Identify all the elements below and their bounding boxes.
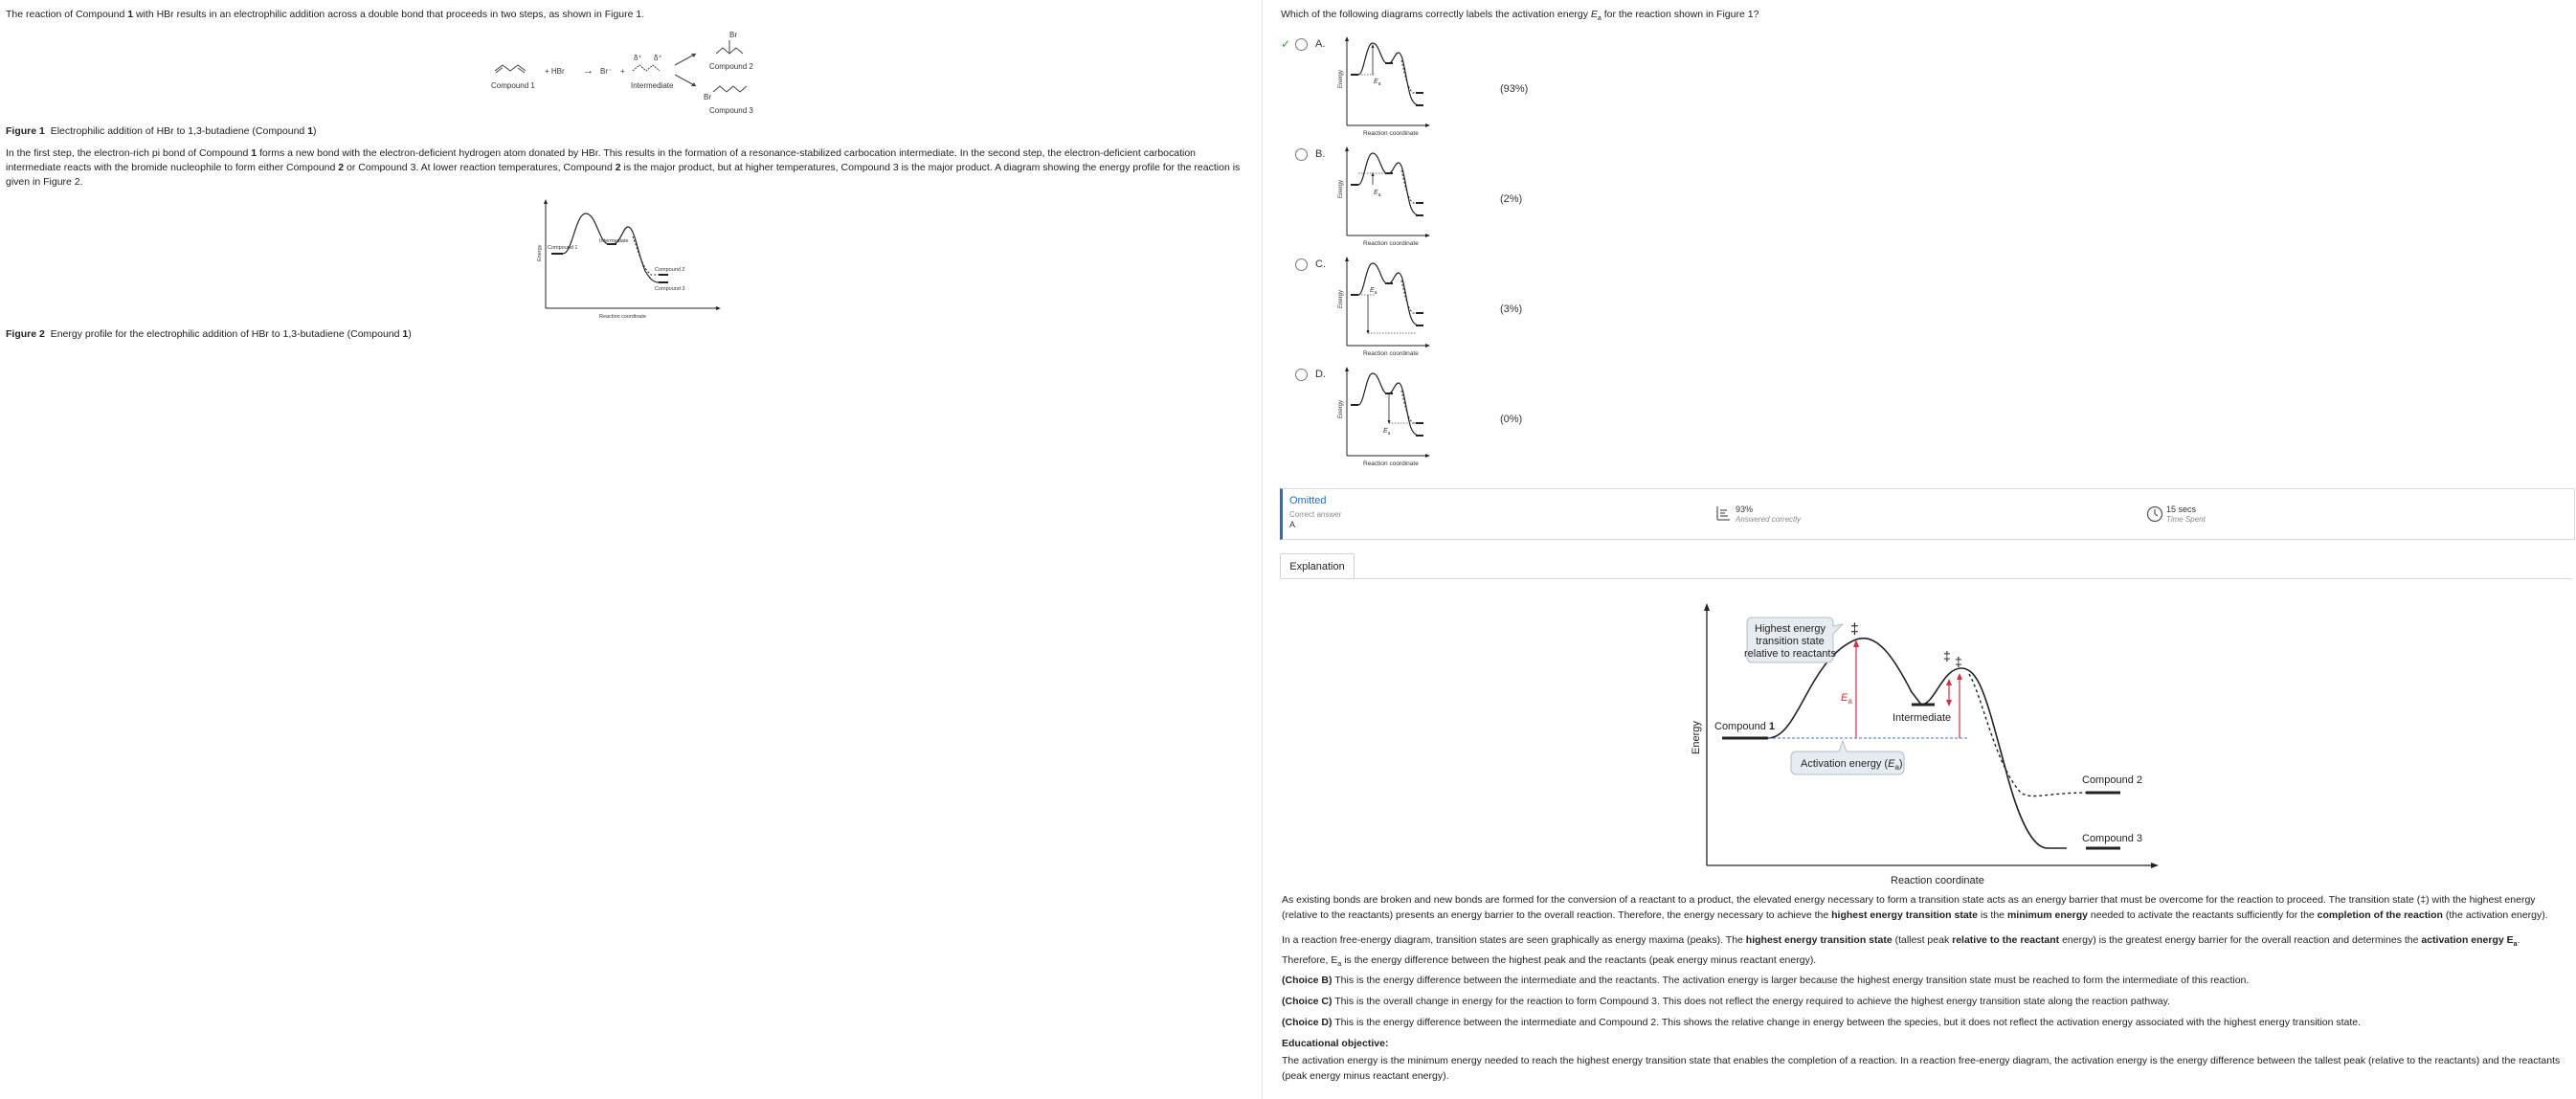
option-a-diagram (1337, 34, 1433, 139)
ylabel: Energy (1338, 289, 1344, 308)
ea-label: $E_a$ (1370, 287, 1378, 296)
callout-top-line3: relative to reactants (1744, 648, 1836, 660)
exp-compound2-label: Compound 2 (2082, 774, 2142, 786)
option-b-radio[interactable] (1295, 148, 1308, 161)
bromide-label: Br⁻ (600, 67, 613, 76)
bar-chart-icon (1715, 505, 1731, 521)
option-d-percent: (0%) (1500, 414, 1523, 425)
correct-answer-label: Correct answer (1289, 510, 1342, 519)
percent-correct-label: Answered correctly (1736, 515, 1802, 524)
ea-label: $E_a$ (1383, 428, 1391, 437)
option-d-diagram (1337, 364, 1433, 469)
option-c-letter: C. (1315, 258, 1326, 270)
ea-label: $E_a$ (1374, 190, 1381, 198)
ts2-double-dagger: ‡ (1943, 648, 1951, 663)
ts3-double-dagger: ‡ (1955, 654, 1962, 669)
tab-explanation[interactable]: Explanation (1280, 553, 1355, 579)
time-spent-value: 15 secs (2166, 505, 2197, 514)
fig2-intermediate-label: Intermediate (599, 238, 629, 244)
ylabel: Energy (1338, 399, 1344, 418)
explanation-paragraph-2: In a reaction free-energy diagram, transition states are seen graphically as energy maxima (peaks). The highest energy transition state (tallest peak relative to the reactant energy) is the greatest energy barrier for the overall reaction and determines the activation energy $E_a$. Therefore, $E_a$ is the energy difference between the highest peak and the reactants (peak energy minus reactant energy). (1282, 934, 2520, 969)
passage-pane (0, 0, 1262, 1099)
explanation-choice-b: (Choice B) This is the energy difference between the intermediate and the reactants. The activation energy is larger because the highest energy transition state must be reached to form the intermediate of this reaction. (1282, 975, 2250, 986)
explanation-choice-d: (Choice D) This is the energy difference between the intermediate and Compound 2. This shows the relative change in energy between the species, but it does not reflect the activation energy associated with the highest energy transition state. (1282, 1017, 2362, 1028)
figure1-reaction-scheme (483, 29, 771, 117)
option-a-letter: A. (1315, 38, 1326, 50)
callout-top-line1: Highest energy (1755, 623, 1826, 635)
compound3-structure (713, 86, 747, 92)
passage-intro: The reaction of Compound 1 with HBr results in an electrophilic addition across a double bond that proceeds in two steps, as shown in Figure 1. (6, 9, 645, 20)
educational-objective-label: Educational objective: (1282, 1038, 1389, 1049)
percent-correct-value: 93% (1736, 505, 1754, 514)
intermediate-structure (633, 65, 660, 71)
bromine-bottom-label: Br (704, 93, 711, 101)
reaction-arrow: → (583, 65, 594, 77)
ts1-double-dagger: ‡ (1850, 621, 1859, 638)
figure2-energy-profile (532, 196, 724, 321)
delta-plus-2: δ⁺ (654, 54, 662, 62)
correct-check-icon: ✓ (1281, 37, 1291, 51)
educational-objective-text: The activation energy is the minimum energy needed to reach the highest energy transition state that enables the completion of a reaction. In a reaction free-energy diagram, the activation energy is the energy difference between the tallest peak (relative to the reactants) and the reactants (peak energy minus reactant energy). (1282, 1055, 2561, 1082)
callout-top-line2: transition state (1756, 636, 1825, 647)
callout-bottom-text: Activation energy $(E_a)$ (1801, 758, 1903, 772)
ea-red-label: $E_a$ (1841, 692, 1852, 706)
fig2-compound3-label: Compound 3 (655, 286, 685, 292)
compound1-label: Compound 1 (491, 81, 535, 90)
fig2-xlabel: Reaction coordinate (599, 314, 646, 320)
fig2-ylabel: Energy (537, 244, 543, 261)
option-c-radio[interactable] (1295, 258, 1308, 271)
compound3-label: Compound 3 (709, 106, 753, 115)
question-pane (1263, 0, 2576, 1099)
tab-underline (1280, 578, 2571, 579)
exp-compound1-label: Compound 1 (1714, 721, 1775, 732)
xlabel: Reaction coordinate (1363, 240, 1419, 247)
option-a-percent: (93%) (1500, 83, 1529, 95)
ea-label: $E_a$ (1374, 78, 1381, 87)
results-stats-bar (1280, 488, 2575, 540)
passage-paragraph: In the first step, the electron-rich pi bond of Compound 1 forms a new bond with the electron-deficient hydrogen atom donated by HBr. This results in the formation of a resonance-stabilized carbocation intermediate. In the second step, the electron-deficient carbocation intermediate reacts with the bromide nucleophile to form either Compound 2 or Compound 3. At lower reaction temperatures, Compound 2 is the major product, but at higher temperatures, Compound 3 is the major product. A diagram showing the energy profile for the reaction is given in Figure 2. (6, 147, 1241, 188)
explanation-energy-diagram (1665, 601, 2162, 888)
time-spent-label: Time Spent (2166, 515, 2206, 524)
fig2-compound1-label: Compound 1 (548, 245, 578, 251)
ylabel: Energy (1338, 69, 1344, 88)
status-omitted: Omitted (1289, 495, 1327, 506)
plus-hbr: + HBr (545, 67, 565, 76)
option-d-letter: D. (1315, 369, 1326, 380)
option-d-radio[interactable] (1295, 369, 1308, 381)
bromine-top-label: Br (729, 31, 737, 39)
exp-xlabel: Reaction coordinate (1891, 875, 1984, 886)
option-b-percent: (2%) (1500, 193, 1523, 205)
option-b-diagram (1337, 144, 1433, 249)
exp-ylabel: Energy (1691, 721, 1702, 754)
xlabel: Reaction coordinate (1363, 130, 1419, 137)
question-stem: Which of the following diagrams correctly labels the activation energy $E_a$ for the reaction shown in Figure 1? (1281, 9, 1759, 23)
xlabel: Reaction coordinate (1363, 460, 1419, 467)
clock-icon (2146, 505, 2163, 523)
exp-intermediate-label: Intermediate (1893, 712, 1952, 724)
figure1-caption: Figure 1 Electrophilic addition of HBr to 1,3-butadiene (Compound 1) (6, 125, 317, 137)
explanation-choice-c: (Choice C) This is the overall change in energy for the reaction to form Compound 3. This does not reflect the energy required to achieve the highest energy transition state along the reaction pathway. (1282, 996, 2171, 1007)
intermediate-label: Intermediate (631, 81, 674, 90)
correct-answer-value: A (1289, 520, 1296, 529)
option-c-diagram (1337, 254, 1433, 359)
ylabel: Energy (1338, 179, 1344, 198)
exp-compound3-label: Compound 3 (2082, 833, 2142, 844)
explanation-paragraph-1: As existing bonds are broken and new bonds are formed for the conversion of a reactant to a product, the elevated energy necessary to form a transition state acts as an energy barrier that must be overcome for the reaction to proceed. The transition state (‡) with the highest energy (relative to the reactants) presents an energy barrier to the overall reaction. Therefore, the energy necessary to achieve the highest energy transition state is the minimum energy needed to activate the reactants sufficiently for the completion of the reaction (the activation energy). (1282, 894, 2548, 921)
plus-sign: + (620, 67, 625, 76)
option-a-radio[interactable] (1295, 38, 1308, 51)
figure2-caption: Figure 2 Energy profile for the electrophilic addition of HBr to 1,3-butadiene (Compound 1) (6, 328, 412, 340)
delta-plus-1: δ⁺ (634, 54, 642, 62)
fig2-compound2-label: Compound 2 (655, 267, 685, 273)
option-c-percent: (3%) (1500, 303, 1523, 315)
compound2-label: Compound 2 (709, 62, 753, 71)
xlabel: Reaction coordinate (1363, 350, 1419, 357)
option-b-letter: B. (1315, 148, 1326, 160)
